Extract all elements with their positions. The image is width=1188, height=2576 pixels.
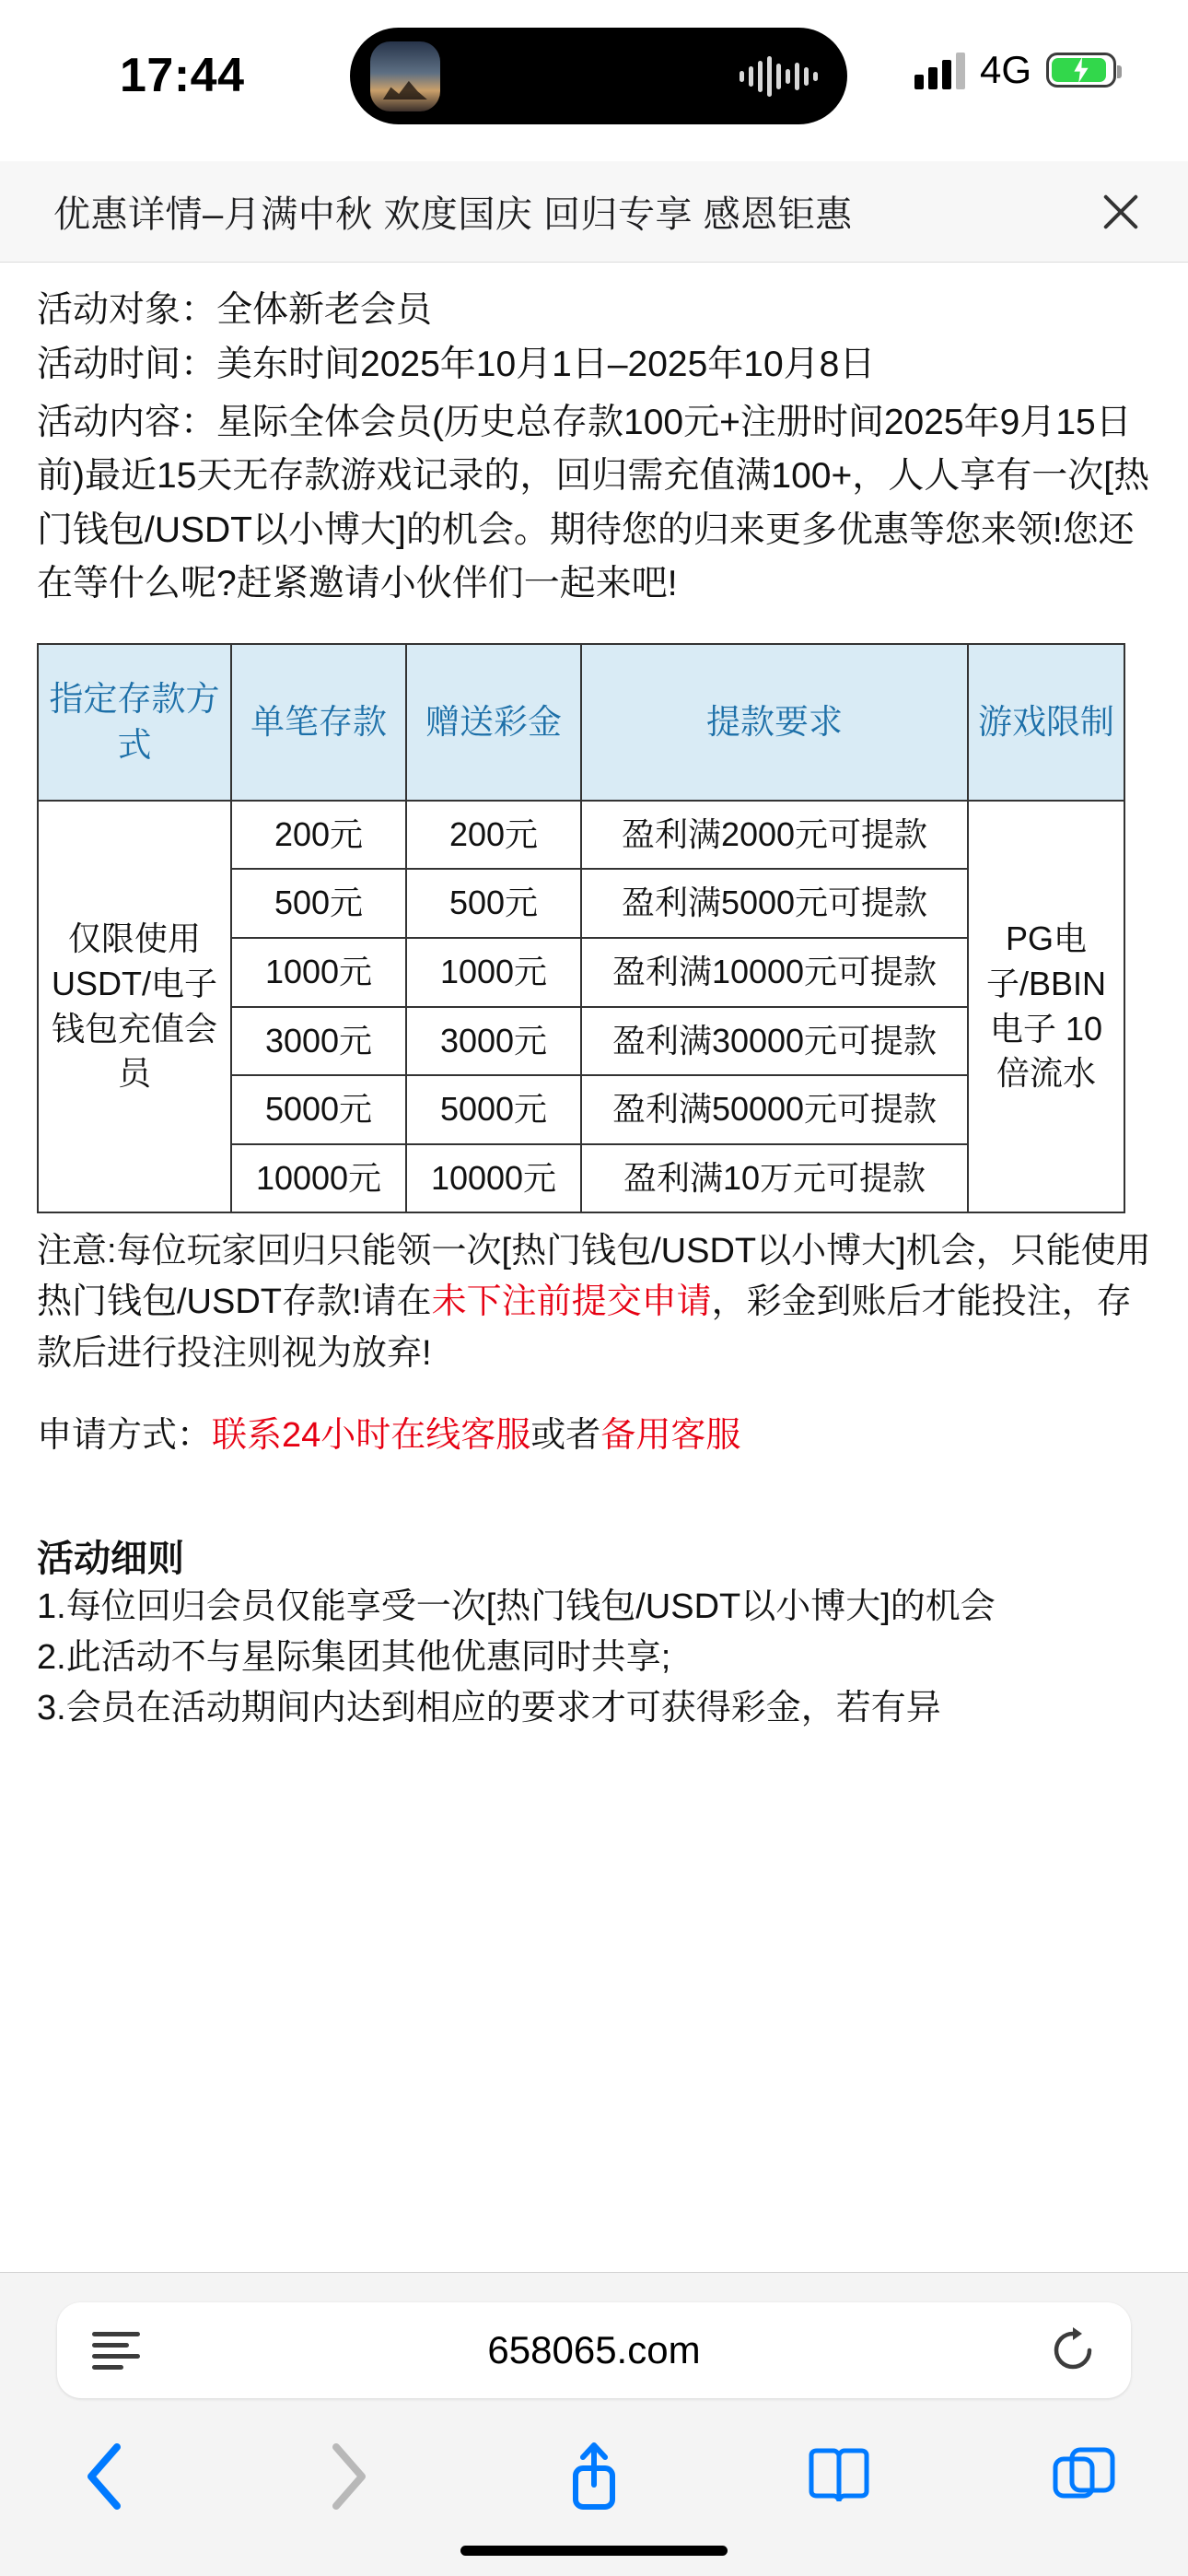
share-icon[interactable]	[553, 2435, 635, 2518]
tabs-icon[interactable]	[1042, 2435, 1125, 2518]
cell-deposit-3: 3000元	[231, 1007, 406, 1076]
cell-deposit-1: 500元	[231, 869, 406, 938]
rules-heading: 活动细则	[37, 1538, 184, 1579]
cell-deposit-0: 200元	[231, 801, 406, 870]
reader-view-icon[interactable]	[92, 2330, 140, 2371]
status-bar	[0, 0, 1188, 161]
activity-content-paragraph	[37, 396, 1151, 612]
live-support-link[interactable]: 联系24小时在线客服	[212, 1415, 531, 1455]
rule-item: 1.每位回归会员仅能享受一次[热门钱包/USDT以小博大]的机会	[37, 1587, 996, 1626]
cell-deposit-2: 1000元	[231, 938, 406, 1007]
reload-icon[interactable]	[1050, 2327, 1096, 2373]
cell-withdraw-2: 盈利满10000元可提款	[581, 938, 968, 1007]
audio-waveform-icon	[740, 55, 818, 98]
table-header-row	[38, 644, 1124, 801]
media-artwork-icon	[370, 41, 440, 111]
cell-game-limit: PG电子/BBIN电子 10倍流水	[968, 801, 1124, 1213]
promo-content	[0, 263, 1188, 2272]
promo-header	[0, 161, 1188, 263]
cell-withdraw-5: 盈利满10万元可提款	[581, 1144, 968, 1213]
header-bonus: 赠送彩金	[406, 644, 581, 801]
home-indicator	[460, 2546, 728, 2556]
rule-item: 3.会员在活动期间内达到相应的要求才可获得彩金，若有异	[37, 1688, 941, 1727]
promo-table	[37, 643, 1125, 1214]
cell-withdraw-3: 盈利满30000元可提款	[581, 1007, 968, 1076]
note-seg-1: 未下注前提交申请	[431, 1282, 712, 1322]
seg-1: (历史总存款100元+注册时间2025年9月15日前)	[37, 402, 1132, 497]
cellular-signal-icon	[914, 51, 965, 89]
cell-withdraw-0: 盈利满2000元可提款	[581, 801, 968, 870]
seg-2: 最近	[85, 456, 157, 497]
cell-bonus-0: 200元	[406, 801, 581, 870]
promo-note	[37, 1226, 1151, 1378]
header-game-limit: 游戏限制	[968, 644, 1124, 801]
header-withdraw-requirement: 提款要求	[581, 644, 968, 801]
rule-item: 2.此活动不与星际集团其他优惠同时共享;	[37, 1637, 671, 1677]
seg-5: [热门钱包/USDT以小博大]	[37, 456, 1150, 550]
back-icon[interactable]	[63, 2435, 146, 2518]
cell-bonus-1: 500元	[406, 869, 581, 938]
note-seg-2: ，彩金到账后才能投注，存款后进行投注则视为放弃!	[37, 1282, 1132, 1373]
cell-bonus-2: 1000元	[406, 938, 581, 1007]
seg-0: 星际全体会员	[216, 402, 433, 442]
battery-charging-icon	[1046, 53, 1116, 88]
url-text: 658065.com	[487, 2328, 701, 2371]
cell-deposit-5: 10000元	[231, 1144, 406, 1213]
page-title: 优惠详情–月满中秋 欢度国庆 回归专享 感恩钜惠	[53, 194, 853, 235]
activity-content-label: 活动内容：	[37, 402, 217, 442]
cell-withdraw-1: 盈利满5000元可提款	[581, 869, 968, 938]
forward-icon	[308, 2435, 390, 2518]
seg-6: 的机会。期待您的归来更多优惠等您来领!您还在等什么呢?赶紧邀请小伙伴们一起来吧!	[37, 509, 1135, 604]
address-bar[interactable]	[57, 2302, 1131, 2398]
header-deposit-method: 指定存款方式	[38, 644, 231, 801]
safari-toolbar	[0, 2435, 1188, 2518]
network-type-label: 4G	[979, 48, 1031, 91]
seg-4: 无存款游戏记录的，回归需充值满100+，人人享有一次	[232, 456, 1104, 497]
cell-withdraw-4: 盈利满50000元可提款	[581, 1075, 968, 1144]
status-time: 17:44	[120, 49, 245, 102]
activity-target-label: 活动对象：	[37, 290, 217, 330]
activity-target-line	[37, 285, 1151, 335]
activity-time-label: 活动时间：	[37, 345, 217, 385]
header-single-deposit: 单笔存款	[231, 644, 406, 801]
apply-conjunction: 或者	[530, 1415, 601, 1455]
activity-time-line	[37, 339, 1151, 390]
activity-time-value: 美东时间2025年10月1日–2025年10月8日	[216, 345, 876, 385]
backup-support-link[interactable]: 备用客服	[600, 1415, 741, 1455]
table-row	[38, 801, 1124, 870]
note-seg-0: 注意:每位玩家回归只能领一次[热门钱包/USDT以小博大]机会，只能使用热门钱包/USDT存款!请在	[37, 1232, 1151, 1322]
cell-deposit-4: 5000元	[231, 1075, 406, 1144]
cell-bonus-3: 3000元	[406, 1007, 581, 1076]
dynamic-island[interactable]	[350, 28, 847, 124]
bookmarks-icon[interactable]	[798, 2435, 880, 2518]
cell-bonus-5: 10000元	[406, 1144, 581, 1213]
status-indicators	[914, 48, 1116, 92]
cell-bonus-4: 5000元	[406, 1075, 581, 1144]
close-icon[interactable]	[1089, 180, 1153, 244]
activity-target-value: 全体新老会员	[216, 290, 433, 330]
apply-label: 申请方式：	[37, 1415, 213, 1455]
apply-method	[37, 1411, 1151, 1461]
cell-deposit-method: 仅限使用USDT/电子钱包充值会员	[38, 801, 231, 1213]
seg-3: 15天	[157, 456, 233, 497]
safari-bottom-bar	[0, 2272, 1188, 2576]
